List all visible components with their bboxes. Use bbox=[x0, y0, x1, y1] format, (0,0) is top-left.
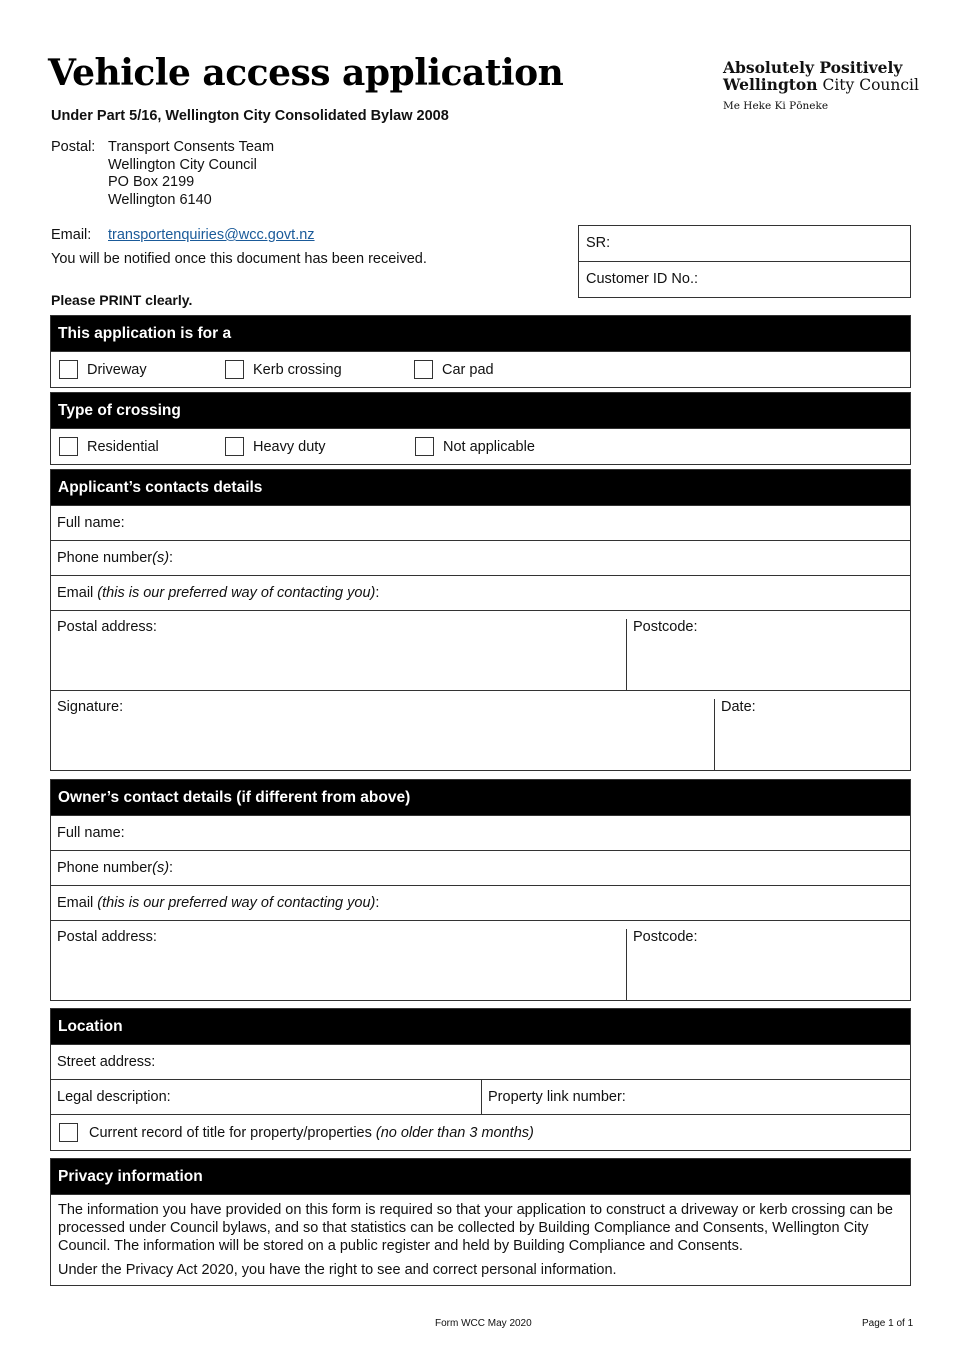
section-heading: Applicant’s contacts details bbox=[51, 470, 910, 505]
checkbox[interactable] bbox=[414, 360, 433, 379]
email-link[interactable]: transportenquiries@wcc.govt.nz bbox=[108, 227, 315, 243]
option-car-pad[interactable]: Car pad bbox=[414, 360, 494, 379]
office-use-box bbox=[578, 225, 911, 298]
applicant-postal-field[interactable]: Postal address: bbox=[57, 619, 157, 635]
crossing-type-options bbox=[51, 428, 910, 464]
street-address-field[interactable]: Street address: bbox=[51, 1044, 910, 1079]
applicant-email-field[interactable]: Email (this is our preferred way of contacting you): bbox=[51, 575, 910, 610]
legal-description-field[interactable]: Legal description: bbox=[57, 1089, 171, 1105]
section-heading: Type of crossing bbox=[51, 393, 910, 428]
signature-field[interactable]: Signature: bbox=[57, 699, 124, 715]
checkbox[interactable] bbox=[59, 437, 78, 456]
section-heading: Owner’s contact details (if different from above) bbox=[51, 780, 910, 815]
applicant-address-row bbox=[51, 610, 910, 690]
privacy-paragraph-1: The information you have provided on this form is required so that your application to construct a driveway or kerb crossing can be processed under Council bylaws, and so that statistics can be collected by Building Compliance and Consents, Wellington City Council. The information will be stored on a public register and held by Building Compliance and Consents. bbox=[58, 1202, 893, 1254]
sr-field[interactable]: SR: bbox=[586, 235, 611, 251]
legal-row bbox=[51, 1079, 910, 1114]
property-link-field[interactable]: Property link number: bbox=[481, 1080, 910, 1114]
crossing-type-section bbox=[50, 392, 911, 465]
postal-address: Transport Consents Team Wellington City Council PO Box 2199 Wellington 6140 bbox=[108, 139, 275, 208]
option-driveway[interactable]: Driveway bbox=[59, 360, 225, 379]
logo-line-2: Wellington City Council bbox=[723, 75, 919, 94]
title-record-row bbox=[51, 1114, 910, 1150]
option-residential[interactable]: Residential bbox=[59, 437, 225, 456]
privacy-section bbox=[50, 1158, 911, 1286]
applicant-phone-field[interactable]: Phone number(s): bbox=[51, 540, 910, 575]
page-number: Page 1 of 1 bbox=[862, 1318, 914, 1329]
email-label: Email: bbox=[51, 227, 92, 243]
logo-line-3: Me Heke Ki Pōneke bbox=[723, 100, 829, 112]
application-for-section bbox=[50, 315, 911, 388]
notify-text: You will be notified once this document has been received. bbox=[51, 251, 427, 267]
privacy-text bbox=[51, 1194, 910, 1285]
option-kerb-crossing[interactable]: Kerb crossing bbox=[225, 360, 414, 379]
checkbox[interactable] bbox=[59, 360, 78, 379]
applicant-signature-row bbox=[51, 690, 910, 770]
council-logo bbox=[723, 59, 919, 115]
checkbox[interactable] bbox=[225, 437, 244, 456]
owner-address-row bbox=[51, 920, 910, 1000]
form-version: Form WCC May 2020 bbox=[435, 1318, 532, 1329]
postal-label: Postal: bbox=[51, 139, 96, 155]
applicant-postcode-field[interactable]: Postcode: bbox=[626, 619, 910, 690]
customer-id-field[interactable]: Customer ID No.: bbox=[579, 261, 910, 297]
bylaw-subtitle: Under Part 5/16, Wellington City Consolidated Bylaw 2008 bbox=[51, 108, 449, 124]
owner-postal-field[interactable]: Postal address: bbox=[57, 929, 157, 945]
section-heading: Location bbox=[51, 1009, 910, 1044]
application-type-options bbox=[51, 351, 910, 387]
privacy-paragraph-2: Under the Privacy Act 2020, you have the right to see and correct personal information. bbox=[58, 1262, 617, 1278]
applicant-full-name-field[interactable]: Full name: bbox=[51, 505, 910, 540]
option-title-record[interactable]: Current record of title for property/properties (no older than 3 months) bbox=[59, 1123, 534, 1142]
checkbox[interactable] bbox=[59, 1123, 78, 1142]
page-title: Vehicle access application bbox=[48, 52, 564, 94]
owner-email-field[interactable]: Email (this is our preferred way of contacting you): bbox=[51, 885, 910, 920]
section-heading: Privacy information bbox=[51, 1159, 910, 1194]
location-section bbox=[50, 1008, 911, 1151]
owner-postcode-field[interactable]: Postcode: bbox=[626, 929, 910, 1000]
owner-section bbox=[50, 779, 911, 1001]
applicant-section bbox=[50, 469, 911, 771]
owner-full-name-field[interactable]: Full name: bbox=[51, 815, 910, 850]
print-note: Please PRINT clearly. bbox=[51, 292, 193, 308]
option-heavy-duty[interactable]: Heavy duty bbox=[225, 437, 415, 456]
date-field[interactable]: Date: bbox=[714, 699, 910, 770]
checkbox[interactable] bbox=[225, 360, 244, 379]
option-not-applicable[interactable]: Not applicable bbox=[415, 437, 535, 456]
section-heading: This application is for a bbox=[51, 316, 910, 351]
owner-phone-field[interactable]: Phone number(s): bbox=[51, 850, 910, 885]
logo-line-1: Absolutely Positively bbox=[723, 58, 903, 77]
checkbox[interactable] bbox=[415, 437, 434, 456]
